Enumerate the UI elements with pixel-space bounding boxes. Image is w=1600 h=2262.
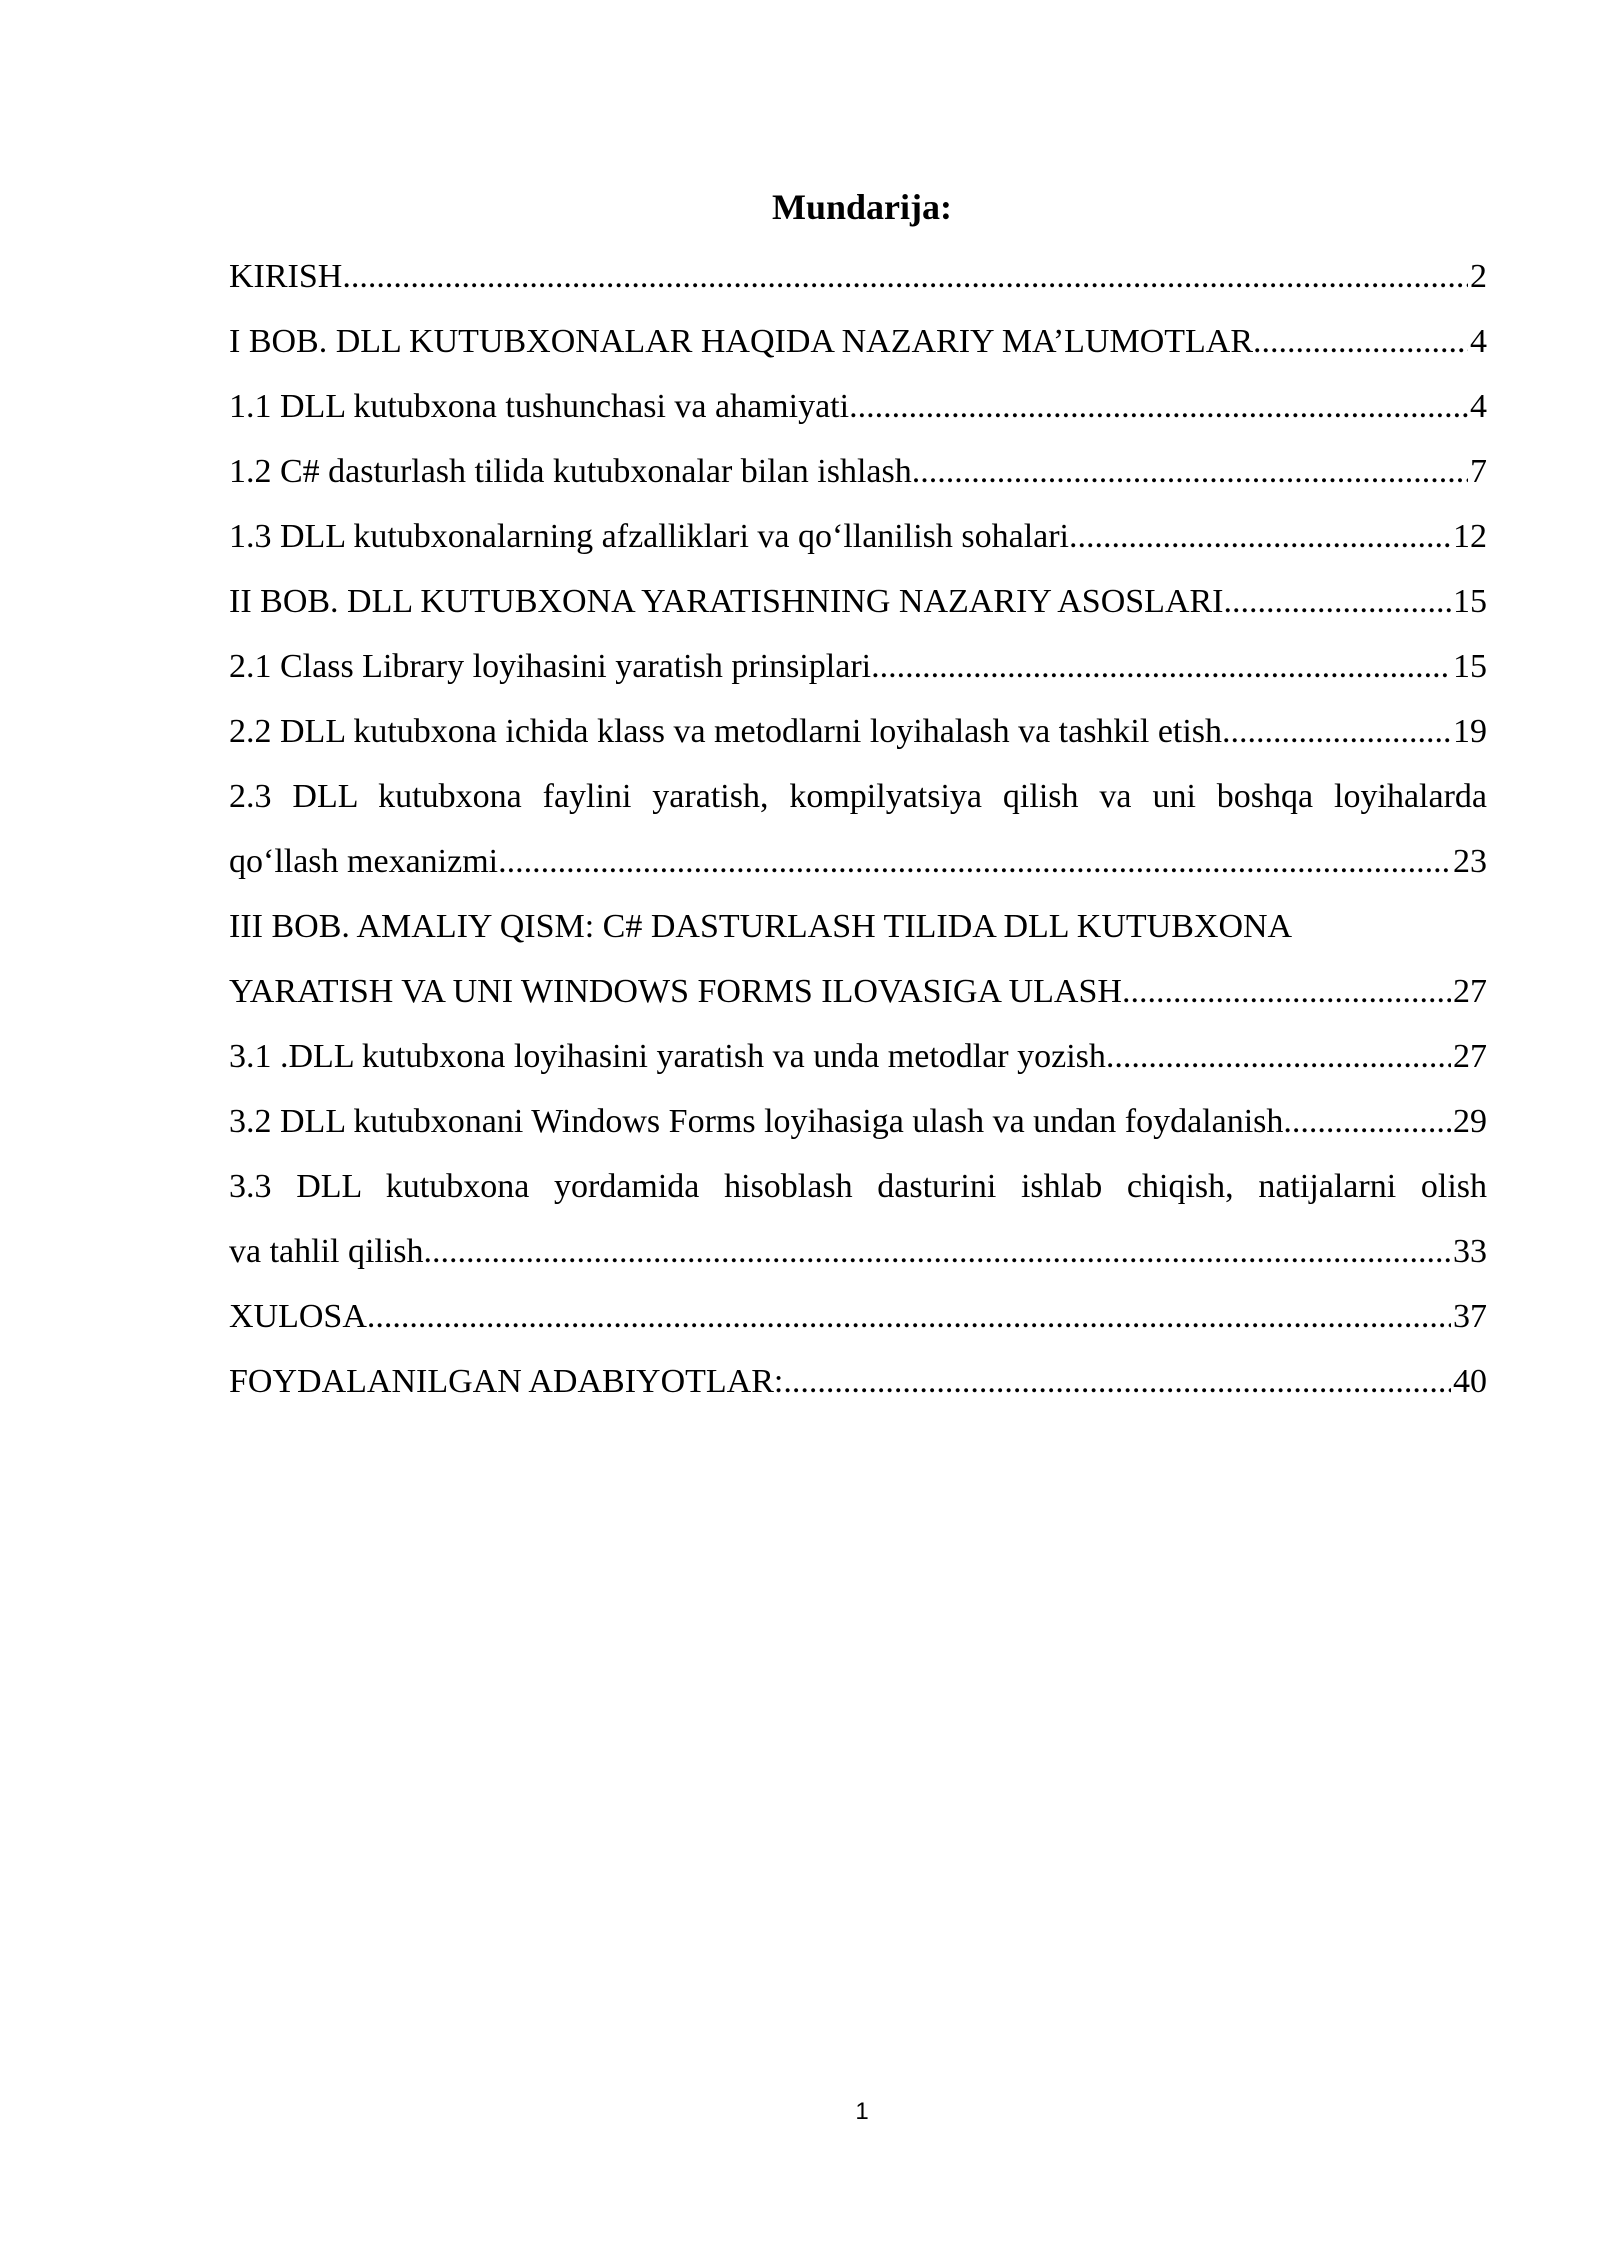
toc-entry-text: 2.2 DLL kutubxona ichida klass va metodlarni loyihalash va tashkil etish xyxy=(229,713,1223,750)
toc-entry-3-3[interactable] xyxy=(229,1154,1487,1284)
toc-entry-adabiyotlar[interactable] xyxy=(229,1349,1487,1414)
toc-entry-text: 1.3 DLL kutubxonalarning afzalliklari va qo‘llanilish sohalari xyxy=(229,518,1070,555)
toc-entry-text: II BOB. DLL KUTUBXONA YARATISHNING NAZARIY ASOSLARI xyxy=(229,583,1224,620)
toc-entry-2-1[interactable] xyxy=(229,634,1487,699)
toc-page-number: 15 xyxy=(1453,583,1487,620)
toc-leader xyxy=(1122,959,1451,1024)
toc-entry-1-3[interactable] xyxy=(229,504,1487,569)
toc-leader xyxy=(1222,699,1451,764)
toc-leader xyxy=(1283,1089,1451,1154)
toc-page-number: 40 xyxy=(1453,1363,1487,1400)
toc-page-number: 23 xyxy=(1453,843,1487,880)
toc-page-number: 2 xyxy=(1470,258,1487,295)
toc-page-number: 27 xyxy=(1453,973,1487,1010)
toc-entry-text: FOYDALANILGAN ADABIYOTLAR: xyxy=(229,1363,784,1400)
toc-entry-text-line-1: 2.3 DLL kutubxona faylini yaratish, kompilyatsiya qilish va uni boshqa loyihalarda xyxy=(229,778,1487,815)
toc-entry-text: XULOSA xyxy=(229,1298,367,1335)
toc-entry-1-2[interactable] xyxy=(229,439,1487,504)
toc-page-number: 19 xyxy=(1453,713,1487,750)
toc-entry-text: qo‘llash mexanizmi xyxy=(229,843,499,880)
toc-entry-text: YARATISH VA UNI WINDOWS FORMS ILOVASIGA ULASH xyxy=(229,973,1122,1010)
toc-entry-text: 1.1 DLL kutubxona tushunchasi va ahamiyati xyxy=(229,388,850,425)
toc-page-number: 29 xyxy=(1453,1103,1487,1140)
toc-entry-last-line xyxy=(229,829,1487,894)
toc-leader xyxy=(912,439,1468,504)
table-of-contents xyxy=(229,244,1487,1414)
toc-page-number: 12 xyxy=(1453,518,1487,555)
toc-entry-3-1[interactable] xyxy=(229,1024,1487,1089)
toc-entry-text: I BOB. DLL KUTUBXONALAR HAQIDA NAZARIY MA’LUMOTLAR xyxy=(229,323,1254,360)
toc-entry-text: va tahlil qilish xyxy=(229,1233,424,1270)
toc-leader xyxy=(498,829,1451,894)
toc-entry-1-1[interactable] xyxy=(229,374,1487,439)
toc-page-number: 4 xyxy=(1470,388,1487,425)
toc-entry-chapter-1[interactable] xyxy=(229,309,1487,374)
toc-entry-text: 3.1 .DLL kutubxona loyihasini yaratish va unda metodlar yozish xyxy=(229,1038,1106,1075)
page-number: 1 xyxy=(855,2098,869,2125)
toc-entry-2-2[interactable] xyxy=(229,699,1487,764)
toc-page-number: 4 xyxy=(1470,323,1487,360)
toc-entry-text: KIRISH xyxy=(229,258,343,295)
toc-entry-chapter-3[interactable] xyxy=(229,894,1487,1024)
toc-leader xyxy=(342,244,1468,309)
toc-entry-chapter-2[interactable] xyxy=(229,569,1487,634)
toc-entry-kirish[interactable] xyxy=(229,244,1487,309)
toc-page-number: 33 xyxy=(1453,1233,1487,1270)
toc-entry-3-2[interactable] xyxy=(229,1089,1487,1154)
toc-leader xyxy=(1224,569,1452,634)
toc-entry-text: 2.1 Class Library loyihasini yaratish prinsiplari xyxy=(229,648,872,685)
page-title: Mundarija: xyxy=(772,187,952,227)
toc-leader xyxy=(783,1349,1451,1414)
toc-entry-text: 3.2 DLL kutubxonani Windows Forms loyihasiga ulash va undan foydalanish xyxy=(229,1103,1284,1140)
toc-leader xyxy=(849,374,1468,439)
toc-entry-last-line xyxy=(229,1219,1487,1284)
toc-page-number: 7 xyxy=(1470,453,1487,490)
toc-entry-xulosa[interactable] xyxy=(229,1284,1487,1349)
toc-entry-last-line xyxy=(229,959,1487,1024)
toc-leader xyxy=(1069,504,1451,569)
toc-page-number: 37 xyxy=(1453,1298,1487,1335)
toc-entry-2-3[interactable] xyxy=(229,764,1487,894)
toc-entry-text: 1.2 C# dasturlash tilida kutubxonalar bilan ishlash xyxy=(229,453,912,490)
toc-entry-text-line-1: III BOB. AMALIY QISM: C# DASTURLASH TILIDA DLL KUTUBXONA xyxy=(229,908,1293,945)
toc-leader xyxy=(424,1219,1451,1284)
toc-leader xyxy=(1106,1024,1451,1089)
toc-leader xyxy=(367,1284,1451,1349)
toc-leader xyxy=(871,634,1451,699)
toc-leader xyxy=(1253,309,1468,374)
toc-entry-text-line-1: 3.3 DLL kutubxona yordamida hisoblash dasturini ishlab chiqish, natijalarni olish xyxy=(229,1168,1487,1205)
toc-page-number: 27 xyxy=(1453,1038,1487,1075)
toc-page-number: 15 xyxy=(1453,648,1487,685)
